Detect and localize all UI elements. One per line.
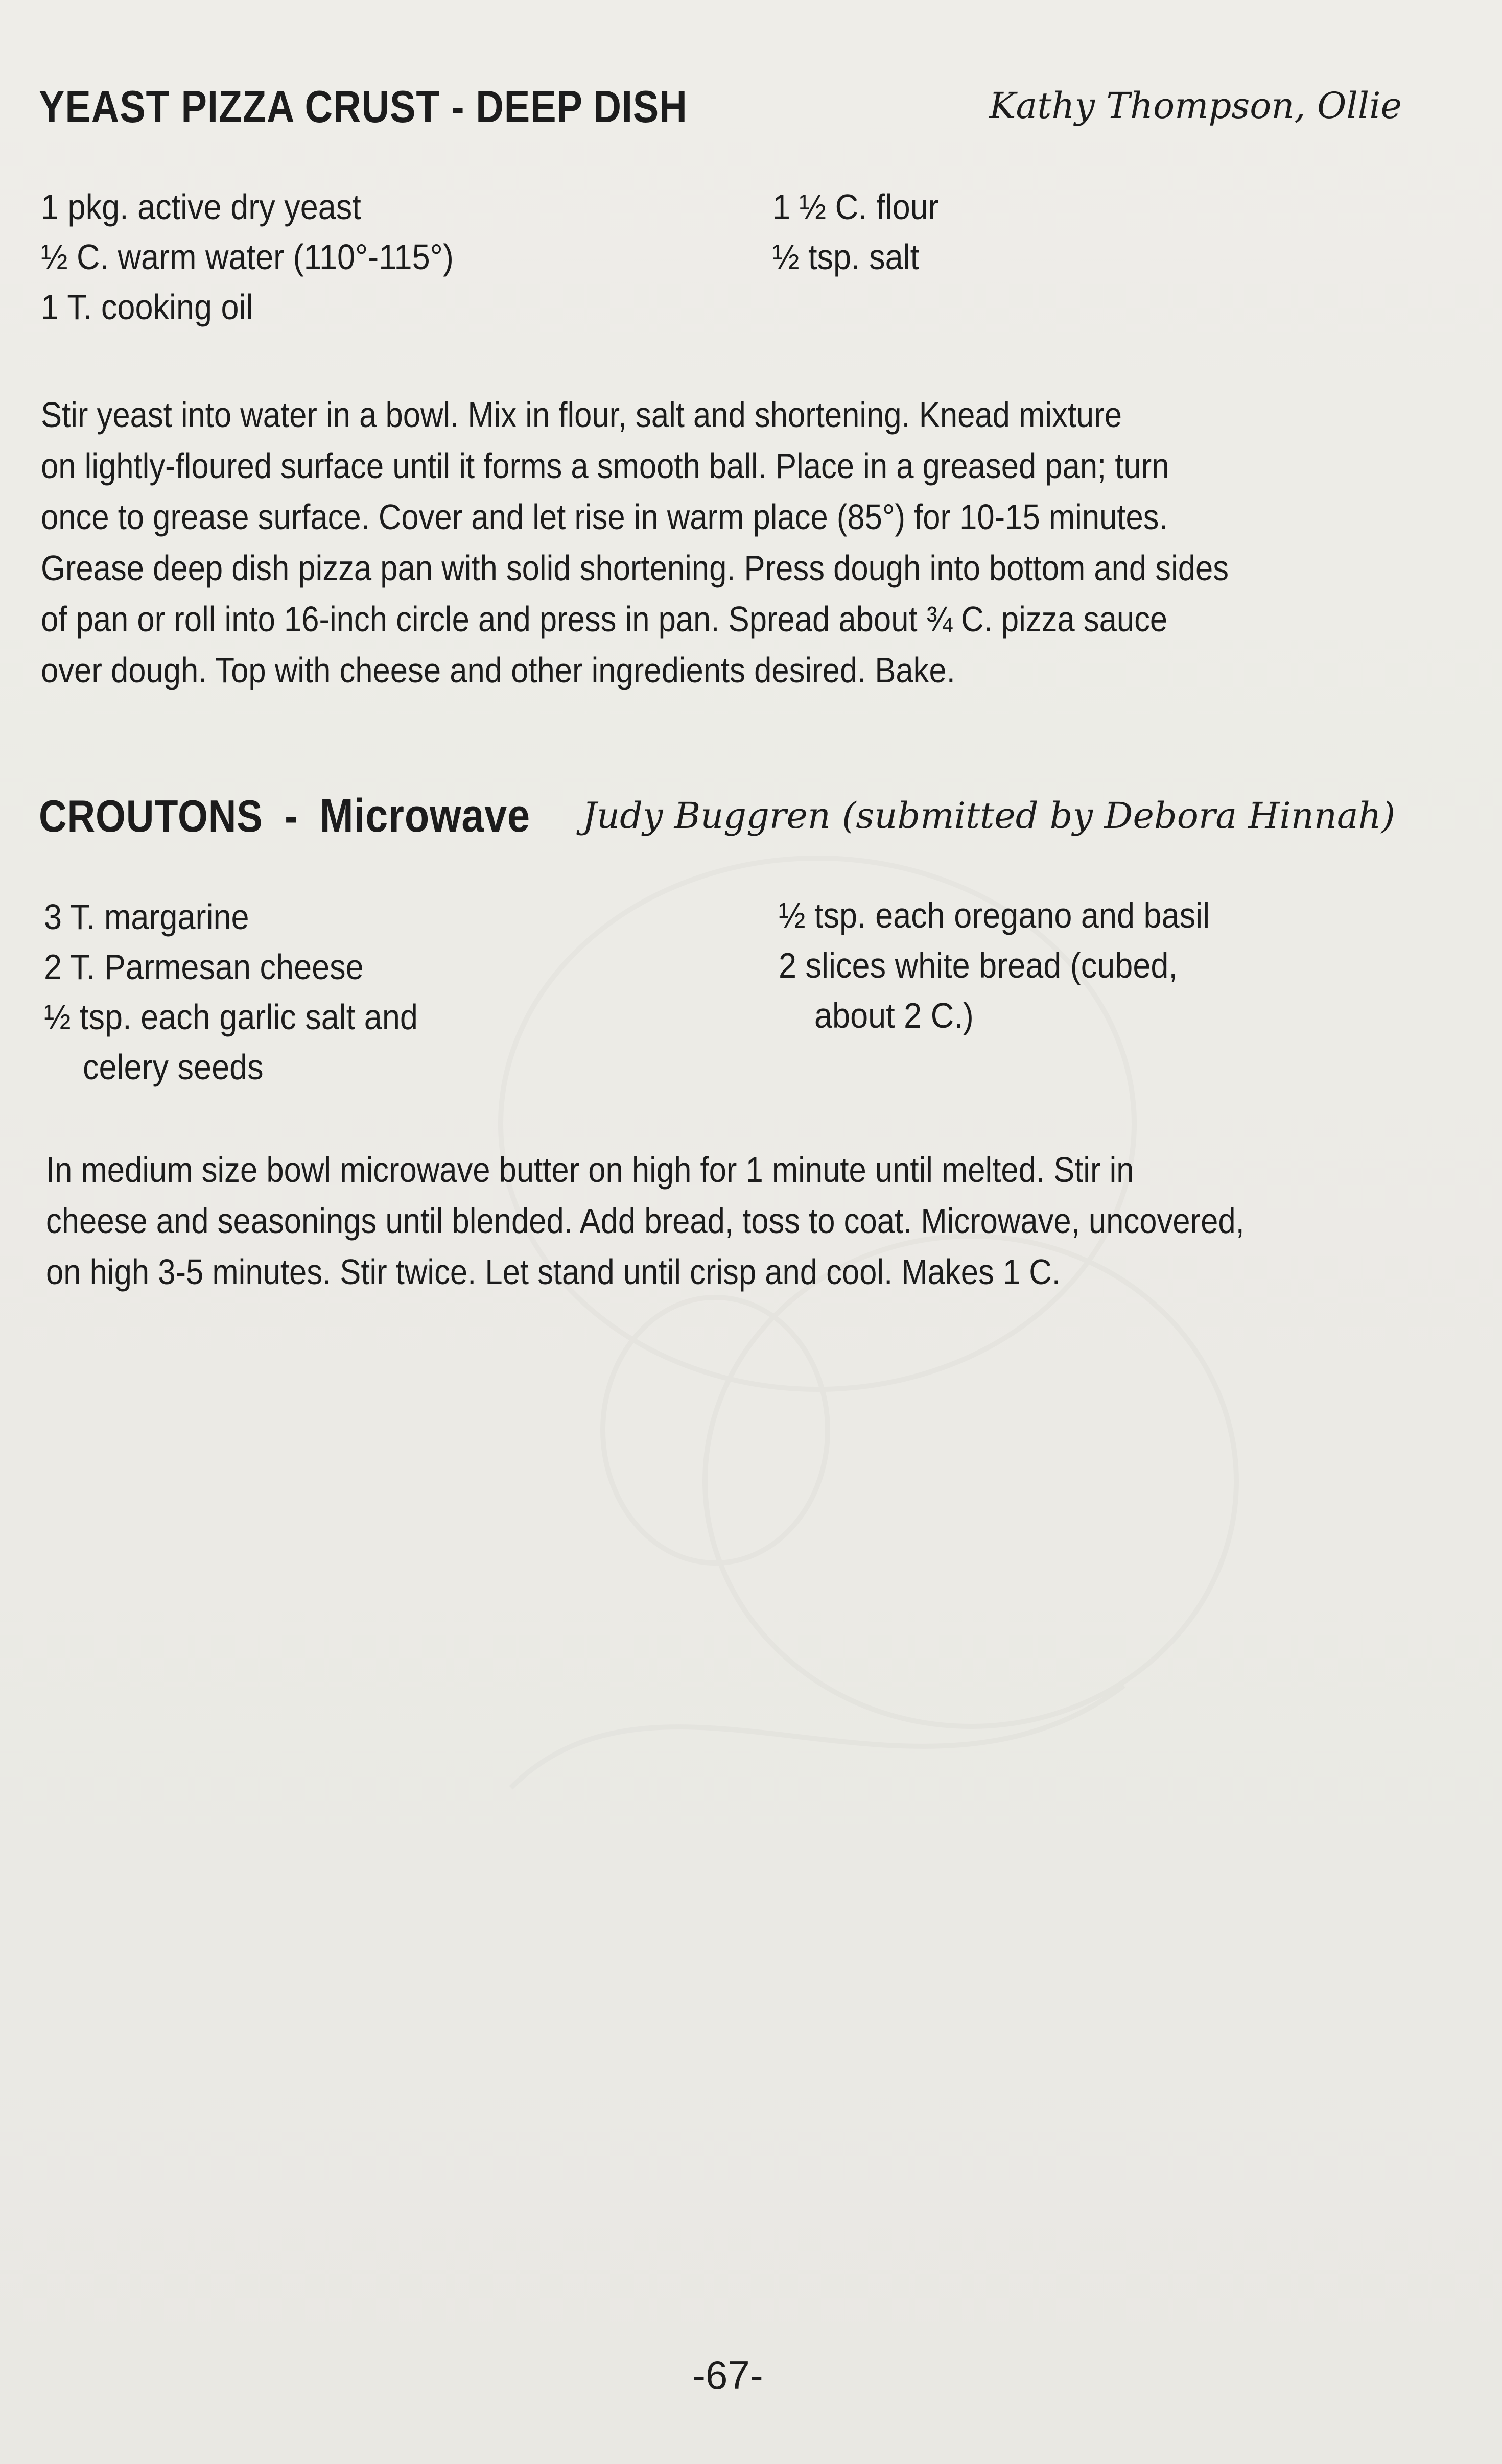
recipe-title-sub: Microwave xyxy=(319,790,531,842)
directions-line: once to grease surface. Cover and let rise in warm place (85°) for 10-15 minutes. xyxy=(41,497,1168,537)
ingredient-left-3: ½ tsp. each garlic salt and xyxy=(44,997,418,1037)
ingredient-left-1: 1 pkg. active dry yeast xyxy=(41,187,361,227)
ingredient-left-2: 2 T. Parmesan cheese xyxy=(44,947,364,987)
recipe-attribution-pizza-crust: Kathy Thompson, Ollie xyxy=(989,85,1402,127)
ingredient-right-2: 2 slices white bread (cubed, xyxy=(779,945,1178,985)
ingredient-right-2: ½ tsp. salt xyxy=(772,237,920,277)
ingredient-right-1: ½ tsp. each oregano and basil xyxy=(779,895,1210,935)
recipe-title-croutons xyxy=(39,789,530,843)
directions-line: on high 3-5 minutes. Stir twice. Let stand until crisp and cool. Makes 1 C. xyxy=(46,1252,1061,1292)
directions-line: over dough. Top with cheese and other ingredients desired. Bake. xyxy=(41,650,955,690)
recipe-title-separator: - xyxy=(285,791,298,841)
ingredient-left-4: celery seeds xyxy=(83,1047,264,1087)
ingredient-right-3: about 2 C.) xyxy=(814,996,974,1035)
ingredient-right-1: 1 ½ C. flour xyxy=(772,187,939,227)
directions-line: In medium size bowl microwave butter on high for 1 minute until melted. Stir in xyxy=(46,1150,1134,1190)
ingredient-left-3: 1 T. cooking oil xyxy=(41,287,253,327)
directions-pizza-crust xyxy=(41,389,1391,696)
recipe-title-main: CROUTONS xyxy=(39,791,263,841)
ingredient-left-1: 3 T. margarine xyxy=(44,897,249,937)
recipe-attribution-croutons: Judy Buggren (submitted by Debora Hinnah) xyxy=(582,795,1396,837)
directions-line: cheese and seasonings until blended. Add bread, toss to coat. Microwave, uncovered, xyxy=(46,1201,1245,1241)
recipe-title-pizza-crust: YEAST PIZZA CRUST - DEEP DISH xyxy=(39,81,688,132)
ingredient-left-2: ½ C. warm water (110°-115°) xyxy=(41,237,454,277)
directions-line: on lightly-floured surface until it forms a smooth ball. Place in a greased pan; turn xyxy=(41,446,1169,486)
directions-line: Stir yeast into water in a bowl. Mix in flour, salt and shortening. Knead mixture xyxy=(41,395,1122,435)
bleed-through-illustration xyxy=(358,664,1379,1992)
page-number: -67- xyxy=(692,2353,763,2398)
directions-line: Grease deep dish pizza pan with solid shortening. Press dough into bottom and sides xyxy=(41,548,1229,588)
directions-croutons xyxy=(46,1144,1408,1297)
directions-line: of pan or roll into 16-inch circle and press in pan. Spread about ¾ C. pizza sauce xyxy=(41,599,1168,639)
